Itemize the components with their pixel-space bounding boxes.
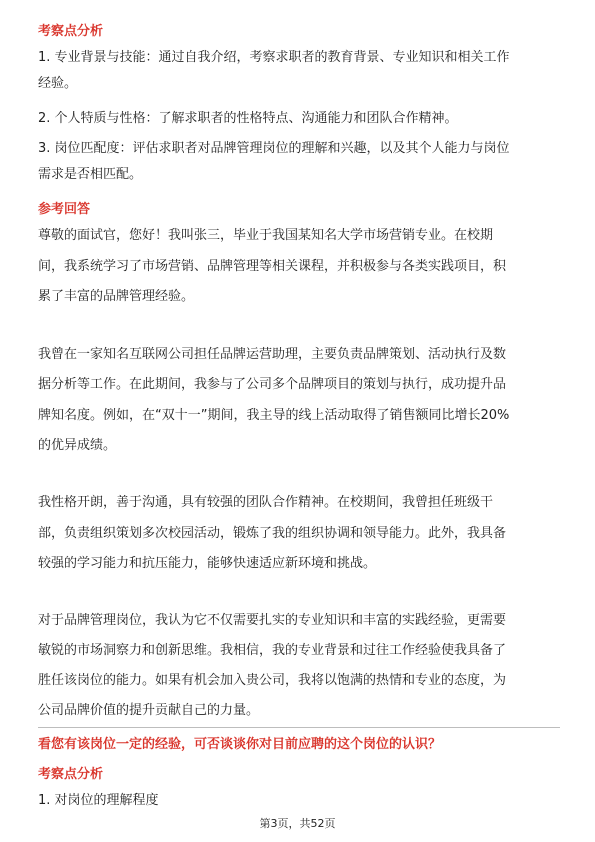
- document-page: [38, 0, 560, 842]
- text-line: 胜任该岗位的能力。如果有机会加入贵公司，我将以饱满的热情和专业的态度，为: [38, 673, 507, 688]
- section-heading-answer: 参考回答: [38, 202, 91, 217]
- text-line: 我曾在一家知名互联网公司担任品牌运营助理，主要负责品牌策划、活动执行及数: [38, 347, 507, 362]
- text-line: 2. 个人特质与性格：了解求职者的性格特点、沟通能力和团队合作精神。: [38, 111, 458, 126]
- text-line: 间，我系统学习了市场营销、品牌管理等相关课程，并积极参与各类实践项目，积: [38, 259, 507, 274]
- text-line: 累了丰富的品牌管理经验。: [38, 289, 195, 304]
- text-line: 我性格开朗，善于沟通，具有较强的团队合作精神。在校期间，我曾担任班级干: [38, 495, 494, 510]
- page-footer: 第3页，共52页: [259, 817, 336, 830]
- text-line: 敏锐的市场洞察力和创新思维。我相信，我的专业背景和过往工作经验使我具备了: [38, 643, 507, 658]
- text-line: 较强的学习能力和抗压能力，能够快速适应新环境和挑战。: [38, 556, 377, 571]
- text-line: 经验。: [38, 76, 78, 91]
- text-line: 尊敬的面试官，您好！我叫张三，毕业于我国某知名大学市场营销专业。在校期: [38, 228, 494, 243]
- text-line: 据分析等工作。在此期间，我参与了公司多个品牌项目的策划与执行，成功提升品: [38, 377, 507, 392]
- text-line: 牌知名度。例如，在“双十一”期间，我主导的线上活动取得了销售额同比增长20%: [38, 408, 510, 423]
- text-line: 1. 对岗位的理解程度: [38, 793, 159, 808]
- text-line: 公司品牌价值的提升贡献自己的力量。: [38, 703, 260, 718]
- text-line: 的优异成绩。: [38, 438, 117, 453]
- text-line: 部，负责组织策划多次校园活动，锻炼了我的组织协调和领导能力。此外，我具备: [38, 526, 507, 541]
- section-heading-analysis: 考察点分析: [38, 24, 104, 39]
- text-line: 需求是否相匹配。: [38, 167, 143, 182]
- section-heading-analysis-2: 考察点分析: [38, 767, 104, 782]
- question-title: 看您有该岗位一定的经验，可否谈谈你对目前应聘的这个岗位的认识？: [38, 737, 442, 752]
- text-line: 对于品牌管理岗位，我认为它不仅需要扎实的专业知识和丰富的实践经验，更需要: [38, 613, 507, 628]
- text-line: 3. 岗位匹配度：评估求职者对品牌管理岗位的理解和兴趣，以及其个人能力与岗位: [38, 141, 510, 156]
- section-divider: [38, 727, 560, 728]
- text-line: 1. 专业背景与技能：通过自我介绍，考察求职者的教育背景、专业知识和相关工作: [38, 50, 510, 65]
